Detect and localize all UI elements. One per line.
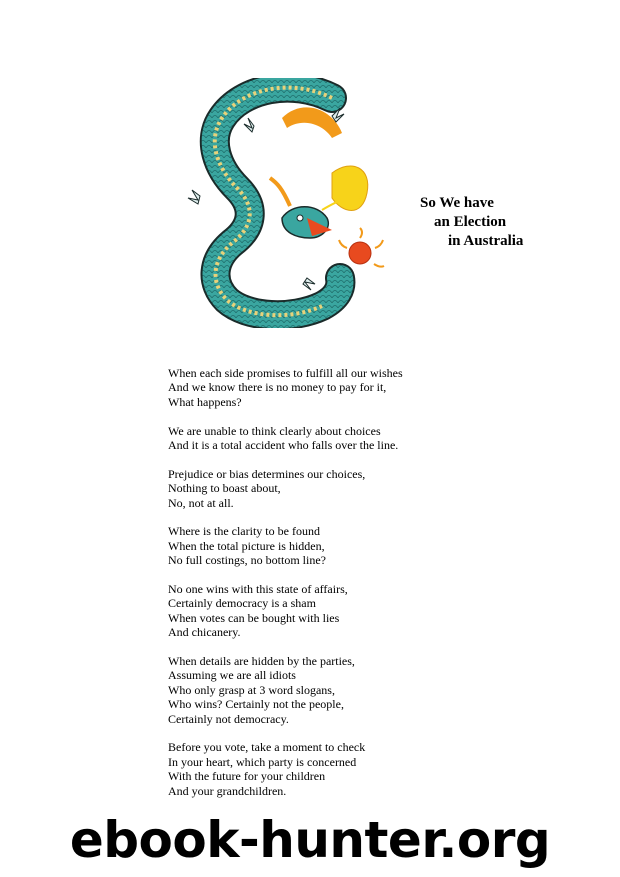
poem-title — [420, 194, 610, 251]
poem-line: And your grandchildren. — [168, 783, 287, 798]
poem-line: And chicanery. — [168, 625, 241, 640]
poem-line: When the total picture is hidden, — [168, 538, 325, 553]
poem-line: What happens? — [168, 394, 242, 409]
poem-line: No full costings, no bottom line? — [168, 553, 326, 568]
poem-line: Who wins? Certainly not the people, — [168, 697, 344, 712]
poem-line: When each side promises to fulfill all our wishes — [168, 366, 403, 380]
stanza — [168, 424, 528, 453]
title-line-2: an Election — [434, 214, 507, 230]
title-line-1: So We have — [420, 195, 494, 211]
poem-line: Who only grasp at 3 word slogans, — [168, 682, 335, 697]
poem-line: In your heart, which party is concerned — [168, 754, 357, 769]
poem-line: Before you vote, take a moment to check — [168, 740, 366, 755]
poem-line: No, not at all. — [168, 495, 234, 510]
poem-line: When details are hidden by the parties, — [168, 654, 355, 669]
watermark: ebook-hunter.org — [69, 811, 551, 869]
poem-line: Certainly democracy is a sham — [168, 596, 316, 611]
stanza — [168, 524, 528, 567]
stanza — [168, 467, 528, 510]
poem-line: And it is a total accident who falls over the line. — [168, 438, 399, 453]
poem-line: Nothing to boast about, — [168, 481, 281, 496]
poem-line: With the future for your children — [168, 769, 326, 784]
poem-line: No one wins with this state of affairs, — [168, 582, 348, 597]
dragon-icon — [182, 78, 392, 328]
poem-line: Prejudice or bias determines our choices, — [168, 466, 366, 481]
poem-body — [168, 366, 528, 812]
poem-line: Certainly not democracy. — [168, 711, 289, 726]
stanza — [168, 366, 528, 409]
poem-line: Where is the clarity to be found — [168, 524, 320, 539]
dragon-illustration — [182, 78, 392, 328]
poem-line: We are unable to think clearly about choices — [168, 423, 381, 438]
poem-line: When votes can be bought with lies — [168, 610, 340, 625]
stanza — [168, 582, 528, 640]
stanza — [168, 740, 528, 798]
poem-line: And we know there is no money to pay for it, — [168, 380, 387, 395]
title-line-3: in Australia — [448, 233, 524, 249]
stanza — [168, 654, 528, 726]
poem-line: Assuming we are all idiots — [168, 668, 296, 683]
